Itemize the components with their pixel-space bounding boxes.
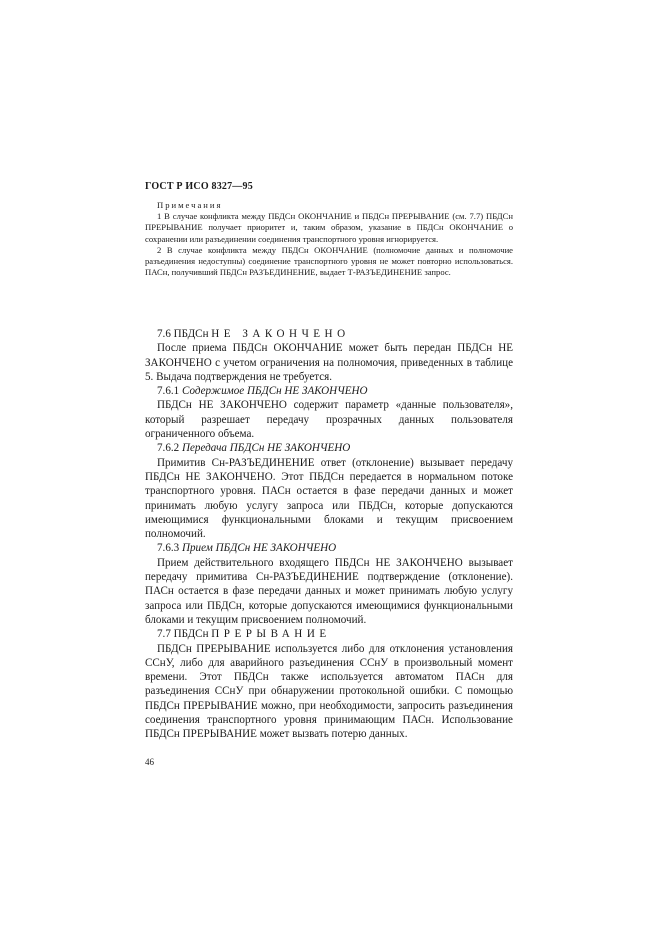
page-number: 46: [145, 757, 154, 767]
section-title: НЕ ЗАКОНЧЕНО: [211, 328, 350, 340]
standard-designation: ГОСТ Р ИСО 8327—95: [145, 181, 253, 192]
subsection-heading: [145, 441, 513, 455]
subsection-heading: [145, 384, 513, 398]
subsection-number: 7.6.2: [157, 442, 180, 455]
subsection-number: 7.6.1: [157, 385, 180, 398]
note-item: 2 В случае конфликта между ПБДСн ОКОНЧАНИЕ (полномочие данных и полномочие разъединения недоступны) соединение транспортного уровня не может повторно использоваться. ПАСн, получивший ПБДСн РАЗЪЕДИНЕНИЕ, выдает Т-РАЗЪЕДИНЕНИЕ запрос.: [145, 244, 513, 278]
notes-block: [145, 200, 513, 278]
section-number: 7.6 ПБДСн: [157, 328, 209, 340]
subsection-title: Передача ПБДСн НЕ ЗАКОНЧЕНО: [181, 442, 351, 455]
paragraph: Примитив Сн-РАЗЪЕДИНЕНИЕ ответ (отклонение) вызывает передачу ПБДСн НЕ ЗАКОНЧЕНО. Этот ПБДСн передается в нормальном потоке транспортного уровня. ПАСн остается в фазе передачи данных и может принимать любую услугу запроса или ПБДСн, которые допускаются имеющимися функциональными блоками и текущим присвоением полномочий.: [145, 456, 513, 541]
main-text: [145, 327, 513, 742]
section-heading: [145, 627, 513, 641]
note-item: 1 В случае конфликта между ПБДСн ОКОНЧАНИЕ и ПБДСн ПРЕРЫВАНИЕ (см. 7.7) ПБДСн ПРЕРЫВАНИЕ получает приоритет и, таким образом, указание в ПБДСн ОКОНЧАНИЕ о сохранении или разъединении соединения транспортного уровня игнорируется.: [145, 211, 513, 244]
notes-heading: Примечания: [157, 200, 223, 210]
paragraph: Прием действительного входящего ПБДСн НЕ ЗАКОНЧЕНО вызывает передачу примитива Сн-РАЗЪЕДИНЕНИЕ подтверждение (отклонение). ПАСн остается в фазе передачи данных и может принимать любую услугу запроса или ПБДСн, которые допускаются имеющимися функциональными блоками и текущим присвоением полномочий.: [145, 556, 513, 626]
subsection-heading: [145, 541, 513, 555]
subsection-number: 7.6.3: [157, 542, 180, 555]
subsection-title: Прием ПБДСн НЕ ЗАКОНЧЕНО: [181, 542, 337, 555]
paragraph: ПБДСн ПРЕРЫВАНИЕ используется либо для отклонения установления ССнУ, либо для аварийного разъединения ССнУ в произвольный момент времени. Этот ПБДСн также используется автоматом ПАСн для разъединения ССнУ при обнаружении протокольной ошибки. С помощью ПБДСн ПРЕРЫВАНИЕ можно, при необходимости, запросить разъединения соединения транспортного уровня принимающим ПАСн. Использование ПБДСн ПРЕРЫВАНИЕ может вызвать потерю данных.: [145, 642, 513, 741]
subsection-title: Содержимое ПБДСн НЕ ЗАКОНЧЕНО: [181, 385, 368, 398]
paragraph: После приема ПБДСн ОКОНЧАНИЕ может быть передан ПБДСн НЕ ЗАКОНЧЕНО с учетом ограничения на полномочия, приведенных в таблице 5. Выдача подтверждения не требуется.: [145, 342, 513, 383]
section-title: ПРЕРЫВАНИЕ: [211, 628, 331, 641]
section-heading: [145, 327, 513, 341]
section-number: 7.7 ПБДСн: [157, 628, 209, 641]
paragraph: ПБДСн НЕ ЗАКОНЧЕНО содержит параметр «данные пользователя», который разрешает передачу прозрачных данных пользователя ограниченного объема.: [145, 399, 513, 441]
